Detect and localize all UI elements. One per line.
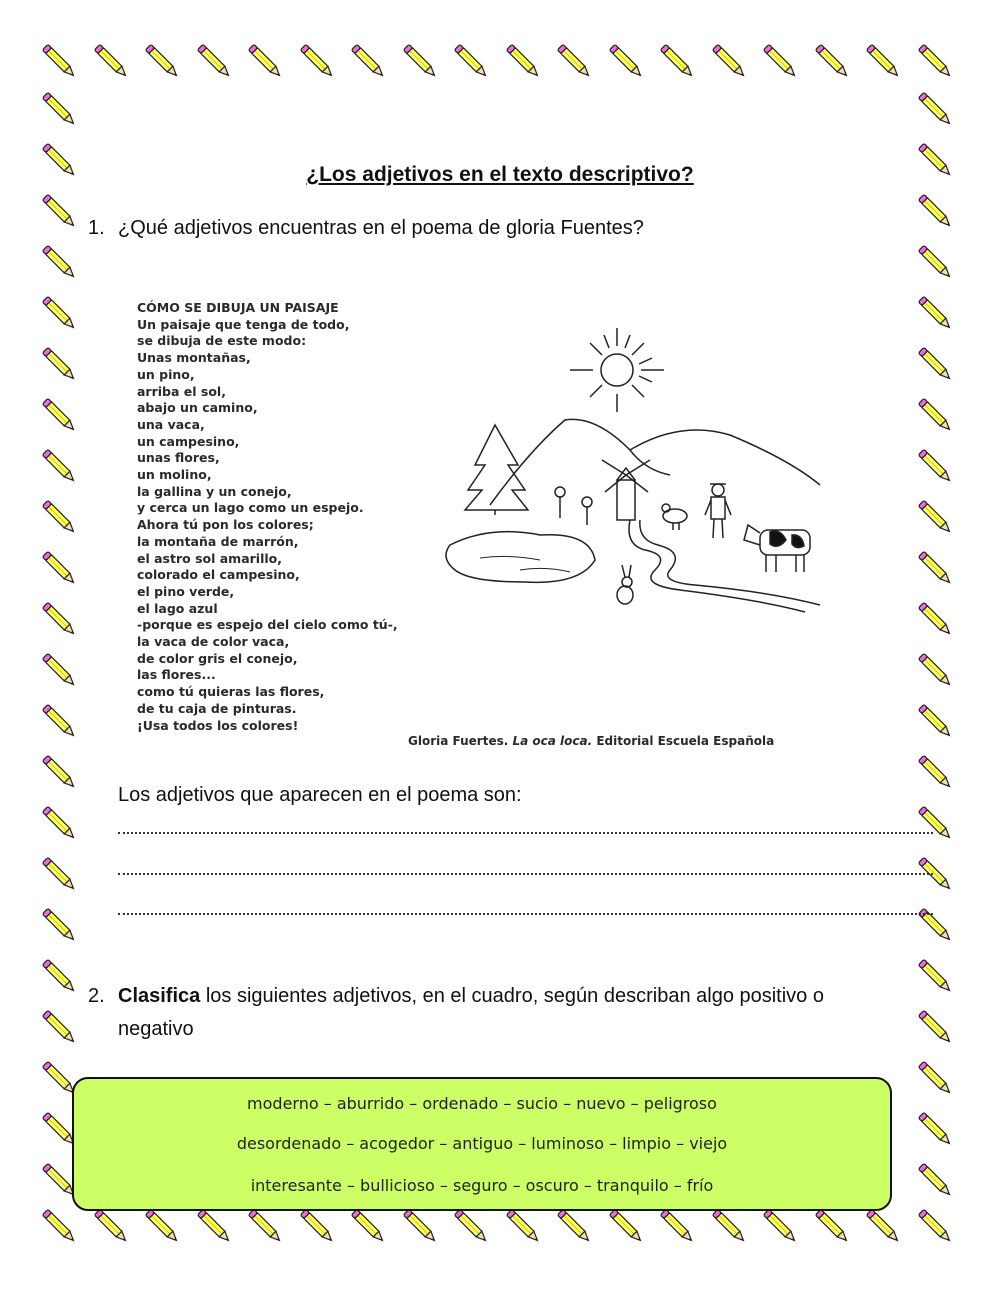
pencil-icon <box>38 445 82 489</box>
page-title: ¿Los adjetivos en el texto descriptivo? <box>306 163 694 186</box>
poem-line: colorado el campesino, <box>137 567 300 583</box>
poem-line: las flores... <box>137 667 216 683</box>
answer-line-2[interactable] <box>118 873 933 875</box>
answer-label: Los adjetivos que aparecen en el poema son: <box>118 784 522 806</box>
rabbit-icon <box>617 565 633 604</box>
pencil-icon <box>399 1205 443 1249</box>
pencil-icon <box>450 40 494 84</box>
pencil-icon <box>244 1205 288 1249</box>
pencil-icon <box>38 751 82 795</box>
pencil-icon <box>553 40 597 84</box>
poem-line: se dibuja de este modo: <box>137 333 307 349</box>
pencil-icon <box>605 1205 649 1249</box>
pencil-icon <box>38 802 82 846</box>
pencil-icon <box>38 88 82 132</box>
pencil-icon <box>708 40 752 84</box>
pencil-icon <box>141 1205 185 1249</box>
poem-line: unas flores, <box>137 450 220 466</box>
question-1-number: 1. <box>88 217 105 239</box>
pencil-icon <box>38 700 82 744</box>
pencil-icon <box>914 190 958 234</box>
poem-line: la montaña de marrón, <box>137 533 299 549</box>
pencil-icon <box>914 649 958 693</box>
poem-line: de color gris el conejo, <box>137 650 298 666</box>
poem-line: un pino, <box>137 366 195 382</box>
pencil-icon <box>811 40 855 84</box>
pencil-icon <box>38 40 82 84</box>
question-2-continuation: negativo <box>118 1018 194 1040</box>
poem-line: un molino, <box>137 467 212 483</box>
pencil-icon <box>759 40 803 84</box>
pencil-icon <box>914 88 958 132</box>
pencil-icon <box>38 190 82 234</box>
pencil-icon <box>38 904 82 948</box>
question-2-bold: Clasifica <box>118 985 201 1007</box>
pencil-icon <box>38 1006 82 1050</box>
answer-line-3[interactable] <box>118 913 933 915</box>
pencil-icon <box>914 904 958 948</box>
pencil-icon <box>914 394 958 438</box>
landscape-illustration <box>430 320 830 615</box>
pencil-icon <box>90 1205 134 1249</box>
pencil-icon <box>914 751 958 795</box>
adjectives-row: interesante – bullicioso – seguro – oscuro – tranquilo – frío <box>250 1176 714 1195</box>
flowers-icon <box>555 487 592 525</box>
poem-line: y cerca un lago como un espejo. <box>137 500 364 516</box>
pencil-icon <box>914 1205 958 1249</box>
credit-publisher: Editorial Escuela Española <box>596 734 775 748</box>
pencil-icon <box>914 1108 958 1152</box>
poem-line: de tu caja de pinturas. <box>137 700 297 716</box>
pencil-icon <box>914 241 958 285</box>
pencil-icon <box>296 1205 340 1249</box>
pencil-icon <box>914 496 958 540</box>
pine-tree-icon <box>465 425 528 515</box>
pencil-icon <box>244 40 288 84</box>
cow-icon <box>744 525 810 572</box>
poem-line: Un paisaje que tenga de todo, <box>137 316 350 332</box>
poem-line: una vaca, <box>137 416 205 432</box>
pencil-icon <box>914 802 958 846</box>
poem-line: el lago azul <box>137 600 218 616</box>
pencil-icon <box>656 40 700 84</box>
adjectives-row: moderno – aburrido – ordenado – sucio – nuevo – peligroso <box>247 1094 717 1113</box>
poem-line: abajo un camino, <box>137 400 258 416</box>
poem-line: la vaca de color vaca, <box>137 634 290 650</box>
pencil-icon <box>38 241 82 285</box>
pencil-icon <box>347 40 391 84</box>
question-2-text: los siguientes adjetivos, en el cuadro, según describan algo positivo o <box>200 985 824 1007</box>
pencil-icon <box>811 1205 855 1249</box>
pencil-icon <box>914 445 958 489</box>
pencil-icon <box>38 853 82 897</box>
poem <box>137 300 437 734</box>
pencil-icon <box>502 1205 546 1249</box>
pencil-icon <box>193 40 237 84</box>
pencil-icon <box>141 40 185 84</box>
question-2-number: 2. <box>88 985 105 1007</box>
pencil-icon <box>914 853 958 897</box>
adjectives-row: desordenado – acogedor – antiguo – luminoso – limpio – viejo <box>236 1134 728 1153</box>
poem-line: un campesino, <box>137 433 240 449</box>
poem-line: Unas montañas, <box>137 350 251 366</box>
pencil-icon <box>38 598 82 642</box>
poem-line: Ahora tú pon los colores; <box>137 517 314 533</box>
pencil-icon <box>862 40 906 84</box>
poem-line: -porque es espejo del cielo como tú-, <box>137 617 398 633</box>
answer-line-1[interactable] <box>118 832 933 834</box>
farmer-icon <box>705 484 731 538</box>
pencil-icon <box>38 496 82 540</box>
credit-author: Gloria Fuertes. <box>408 734 509 748</box>
question-1 <box>88 217 644 240</box>
pencil-icon <box>38 292 82 336</box>
poem-credit <box>408 734 774 748</box>
pencil-icon <box>38 1205 82 1249</box>
pencil-icon <box>502 40 546 84</box>
hen-icon <box>662 504 687 530</box>
pencil-icon <box>914 598 958 642</box>
poem-line: el pino verde, <box>137 583 235 599</box>
pencil-icon <box>914 1057 958 1101</box>
pencil-icon <box>38 343 82 387</box>
poem-line: la gallina y un conejo, <box>137 483 292 499</box>
pencil-icon <box>914 40 958 84</box>
question-1-text: ¿Qué adjetivos encuentras en el poema de gloria Fuentes? <box>118 217 644 239</box>
pencil-icon <box>90 40 134 84</box>
pencil-icon <box>656 1205 700 1249</box>
poem-line: ¡Usa todos los colores! <box>137 717 299 733</box>
poem-title: CÓMO SE DIBUJA UN PAISAJE <box>137 300 339 315</box>
pencil-icon <box>399 40 443 84</box>
pencil-icon <box>347 1205 391 1249</box>
credit-book: La oca loca. <box>512 734 593 748</box>
poem-line: como tú quieras las flores, <box>137 684 325 700</box>
poem-line: el astro sol amarillo, <box>137 550 282 566</box>
adjectives-box <box>72 1077 892 1211</box>
pencil-icon <box>605 40 649 84</box>
mountains <box>490 419 820 505</box>
pencil-icon <box>553 1205 597 1249</box>
pencil-icon <box>708 1205 752 1249</box>
sun-icon <box>570 328 664 412</box>
question-2 <box>88 980 938 1046</box>
windmill-icon <box>602 460 650 520</box>
pencil-icon <box>450 1205 494 1249</box>
pencil-icon <box>914 547 958 591</box>
pencil-icon <box>193 1205 237 1249</box>
pencil-icon <box>862 1205 906 1249</box>
poem-line: arriba el sol, <box>137 383 226 399</box>
pencil-icon <box>914 700 958 744</box>
pencil-icon <box>914 292 958 336</box>
pencil-icon <box>38 547 82 591</box>
pencil-icon <box>914 343 958 387</box>
pencil-icon <box>914 1159 958 1203</box>
pencil-icon <box>38 394 82 438</box>
pencil-icon <box>38 955 82 999</box>
pencil-icon <box>759 1205 803 1249</box>
pencil-icon <box>38 649 82 693</box>
pencil-icon <box>296 40 340 84</box>
